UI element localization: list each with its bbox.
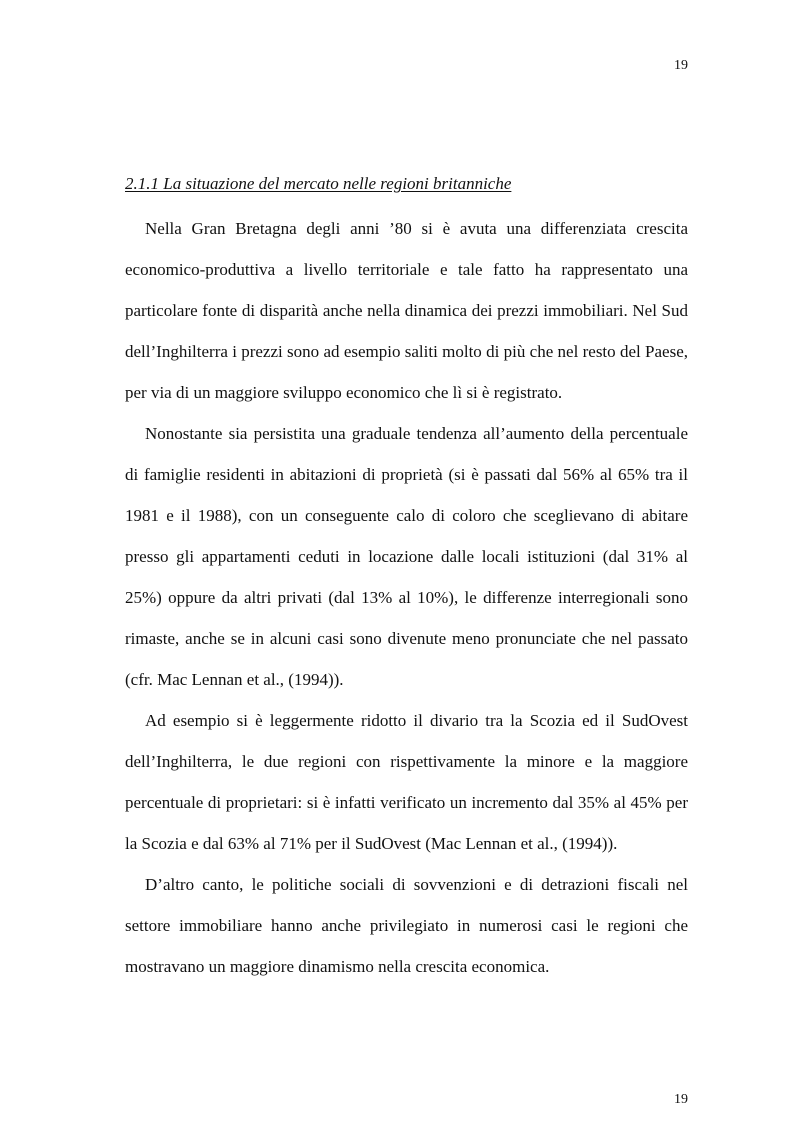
page-number-top: 19	[674, 58, 688, 73]
paragraph-1: Nella Gran Bretagna degli anni ’80 si è avuta una differenziata crescita economico-produttiva a livello territoriale e tale fatto ha rappresentato una particolare fonte di disparità anche nella dinamica dei prezzi immobiliari. Nel Sud dell’Inghilterra i prezzi sono ad esempio saliti molto di più che nel resto del Paese, per via di un maggiore sviluppo economico che lì si è registrato.	[125, 219, 688, 402]
section-heading: 2.1.1 La situazione del mercato nelle regioni britanniche	[125, 174, 512, 193]
section-body	[125, 167, 688, 987]
paragraph-3: Ad esempio si è leggermente ridotto il divario tra la Scozia ed il SudOvest dell’Inghilterra, le due regioni con rispettivamente la minore e la maggiore percentuale di proprietari: si è infatti verificato un incremento dal 35% al 45% per la Scozia e dal 63% al 71% per il SudOvest (Mac Lennan et al., (1994)).	[125, 711, 688, 853]
paragraph-4: D’altro canto, le politiche sociali di sovvenzioni e di detrazioni fiscali nel settore immobiliare hanno anche privilegiato in numerosi casi le regioni che mostravano un maggiore dinamismo nella crescita economica.	[125, 875, 688, 976]
paragraph-2: Nonostante sia persistita una graduale tendenza all’aumento della percentuale di famiglie residenti in abitazioni di proprietà (si è passati dal 56% al 65% tra il 1981 e il 1988), con un conseguente calo di coloro che sceglievano di abitare presso gli appartamenti ceduti in locazione dalle locali istituzioni (dal 31% al 25%) oppure da altri privati (dal 13% al 10%), le differenze interregionali sono rimaste, anche se in alcuni casi sono divenute meno pronunciate che nel passato (cfr. Mac Lennan et al., (1994)).	[125, 424, 688, 689]
page-number-bottom: 19	[674, 1092, 688, 1107]
